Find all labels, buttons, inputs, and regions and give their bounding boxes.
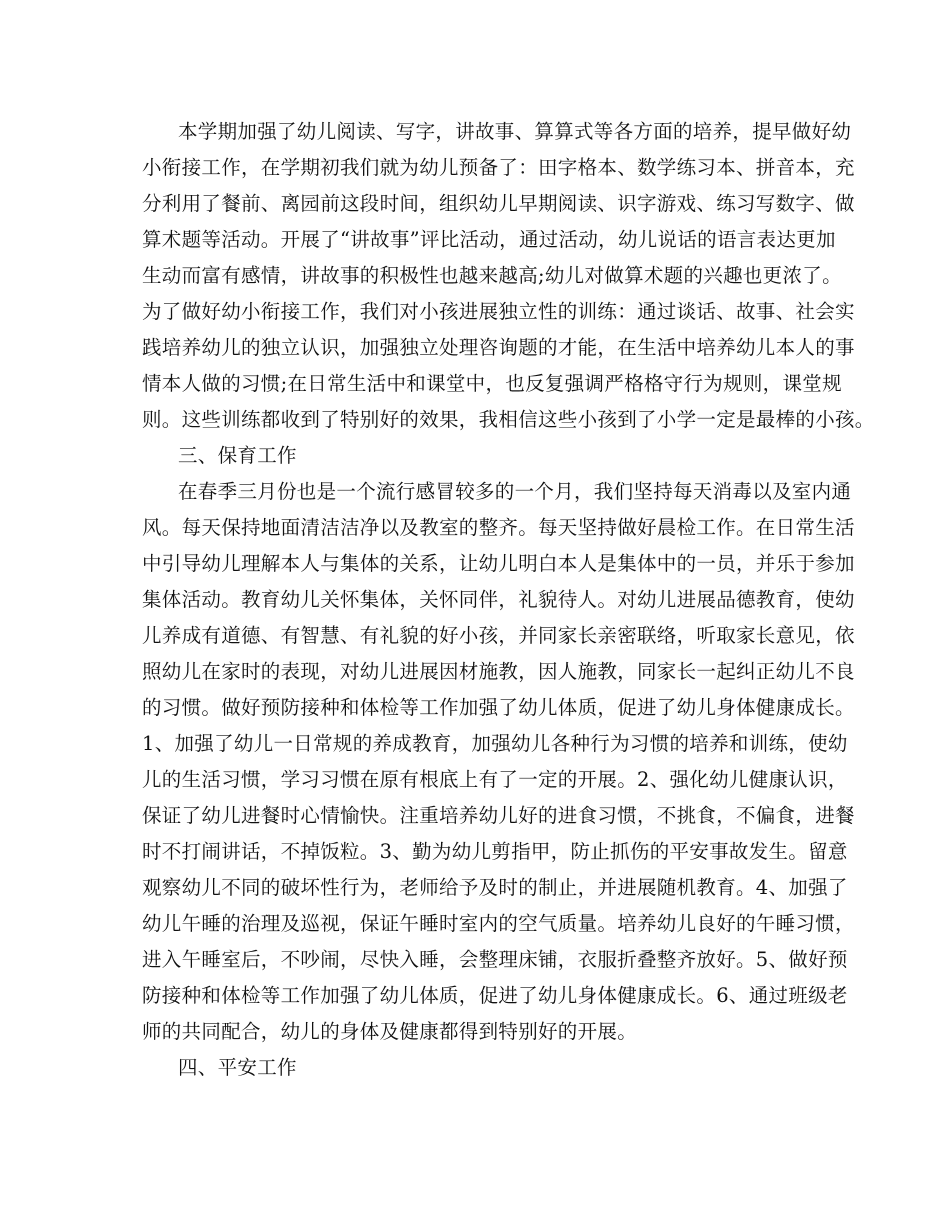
paragraph-line: 保证了幼儿进餐时心情愉快。注重培养幼儿好的进食习惯，不挑食，不偏食，进餐 — [142, 804, 855, 827]
paragraph-line: 则。这些训练都收到了特别好的效果，我相信这些小孩到了小学一定是最棒的小孩。 — [142, 408, 875, 431]
paragraph-line: 时不打闹讲话，不掉饭粒。3、勤为幼儿剪指甲，防止抓伤的平安事故发生。留意 — [142, 840, 848, 863]
paragraph-line: 儿养成有道德、有智慧、有礼貌的好小孩，并同家长亲密联络，听取家长意见，依 — [142, 624, 855, 647]
paragraph-line: 本学期加强了幼儿阅读、写字，讲故事、算算式等各方面的培养，提早做好幼 — [178, 120, 852, 143]
section-heading: 三、保育工作 — [178, 444, 297, 467]
paragraph-line: 在春季三月份也是一个流行感冒较多的一个月，我们坚持每天消毒以及室内通 — [178, 480, 852, 503]
paragraph-line: 分利用了餐前、离园前这段时间，组织幼儿早期阅读、识字游戏、练习写数字、做 — [142, 192, 855, 215]
paragraph-line: 的习惯。做好预防接种和体检等工作加强了幼儿体质，促进了幼儿身体健康成长。 — [142, 696, 855, 719]
paragraph-line: 小衔接工作，在学期初我们就为幼儿预备了：田字格本、数学练习本、拼音本，充 — [142, 156, 855, 179]
paragraph-line: 幼儿午睡的治理及巡视，保证午睡时室内的空气质量。培养幼儿良好的午睡习惯， — [142, 912, 855, 935]
paragraph-line: 生动而富有感情，讲故事的积极性也越来越高;幼儿对做算术题的兴趣也更浓了。 — [142, 264, 842, 287]
paragraph-line: 观察幼儿不同的破坏性行为，老师给予及时的制止，并进展随机教育。4、加强了 — [142, 876, 848, 899]
paragraph-line: 算术题等活动。开展了“讲故事”评比活动，通过活动，幼儿说话的语言表达更加 — [142, 228, 836, 251]
paragraph-line: 儿的生活习惯，学习习惯在原有根底上有了一定的开展。2、强化幼儿健康认识， — [142, 768, 848, 791]
section-heading: 四、平安工作 — [178, 1056, 297, 1079]
paragraph-line: 践培养幼儿的独立认识，加强独立处理咨询题的才能，在生活中培养幼儿本人的事 — [142, 336, 855, 359]
paragraph-line: 中引导幼儿理解本人与集体的关系，让幼儿明白本人是集体中的一员，并乐于参加 — [142, 552, 855, 575]
paragraph-line: 集体活动。教育幼儿关怀集体，关怀同伴，礼貌待人。对幼儿进展品德教育，使幼 — [142, 588, 855, 611]
paragraph-line: 风。每天保持地面清洁洁净以及教室的整齐。每天坚持做好晨检工作。在日常生活 — [142, 516, 855, 539]
paragraph-line: 情本人做的习惯;在日常生活中和课堂中，也反复强调严格格守行为规则，课堂规 — [142, 372, 842, 395]
paragraph-line: 照幼儿在家时的表现，对幼儿进展因材施教，因人施教，同家长一起纠正幼儿不良 — [142, 660, 855, 683]
paragraph-line: 防接种和体检等工作加强了幼儿体质，促进了幼儿身体健康成长。6、通过班级老 — [142, 984, 848, 1007]
paragraph-line: 师的共同配合，幼儿的身体及健康都得到特别好的开展。 — [142, 1020, 638, 1043]
paragraph-line: 1、加强了幼儿一日常规的养成教育，加强幼儿各种行为习惯的培养和训练，使幼 — [142, 732, 848, 755]
paragraph-line: 为了做好幼小衔接工作，我们对小孩进展独立性的训练：通过谈话、故事、社会实 — [142, 300, 855, 323]
paragraph-line: 进入午睡室后，不吵闹，尽快入睡，会整理床铺，衣服折叠整齐放好。5、做好预 — [142, 948, 848, 971]
